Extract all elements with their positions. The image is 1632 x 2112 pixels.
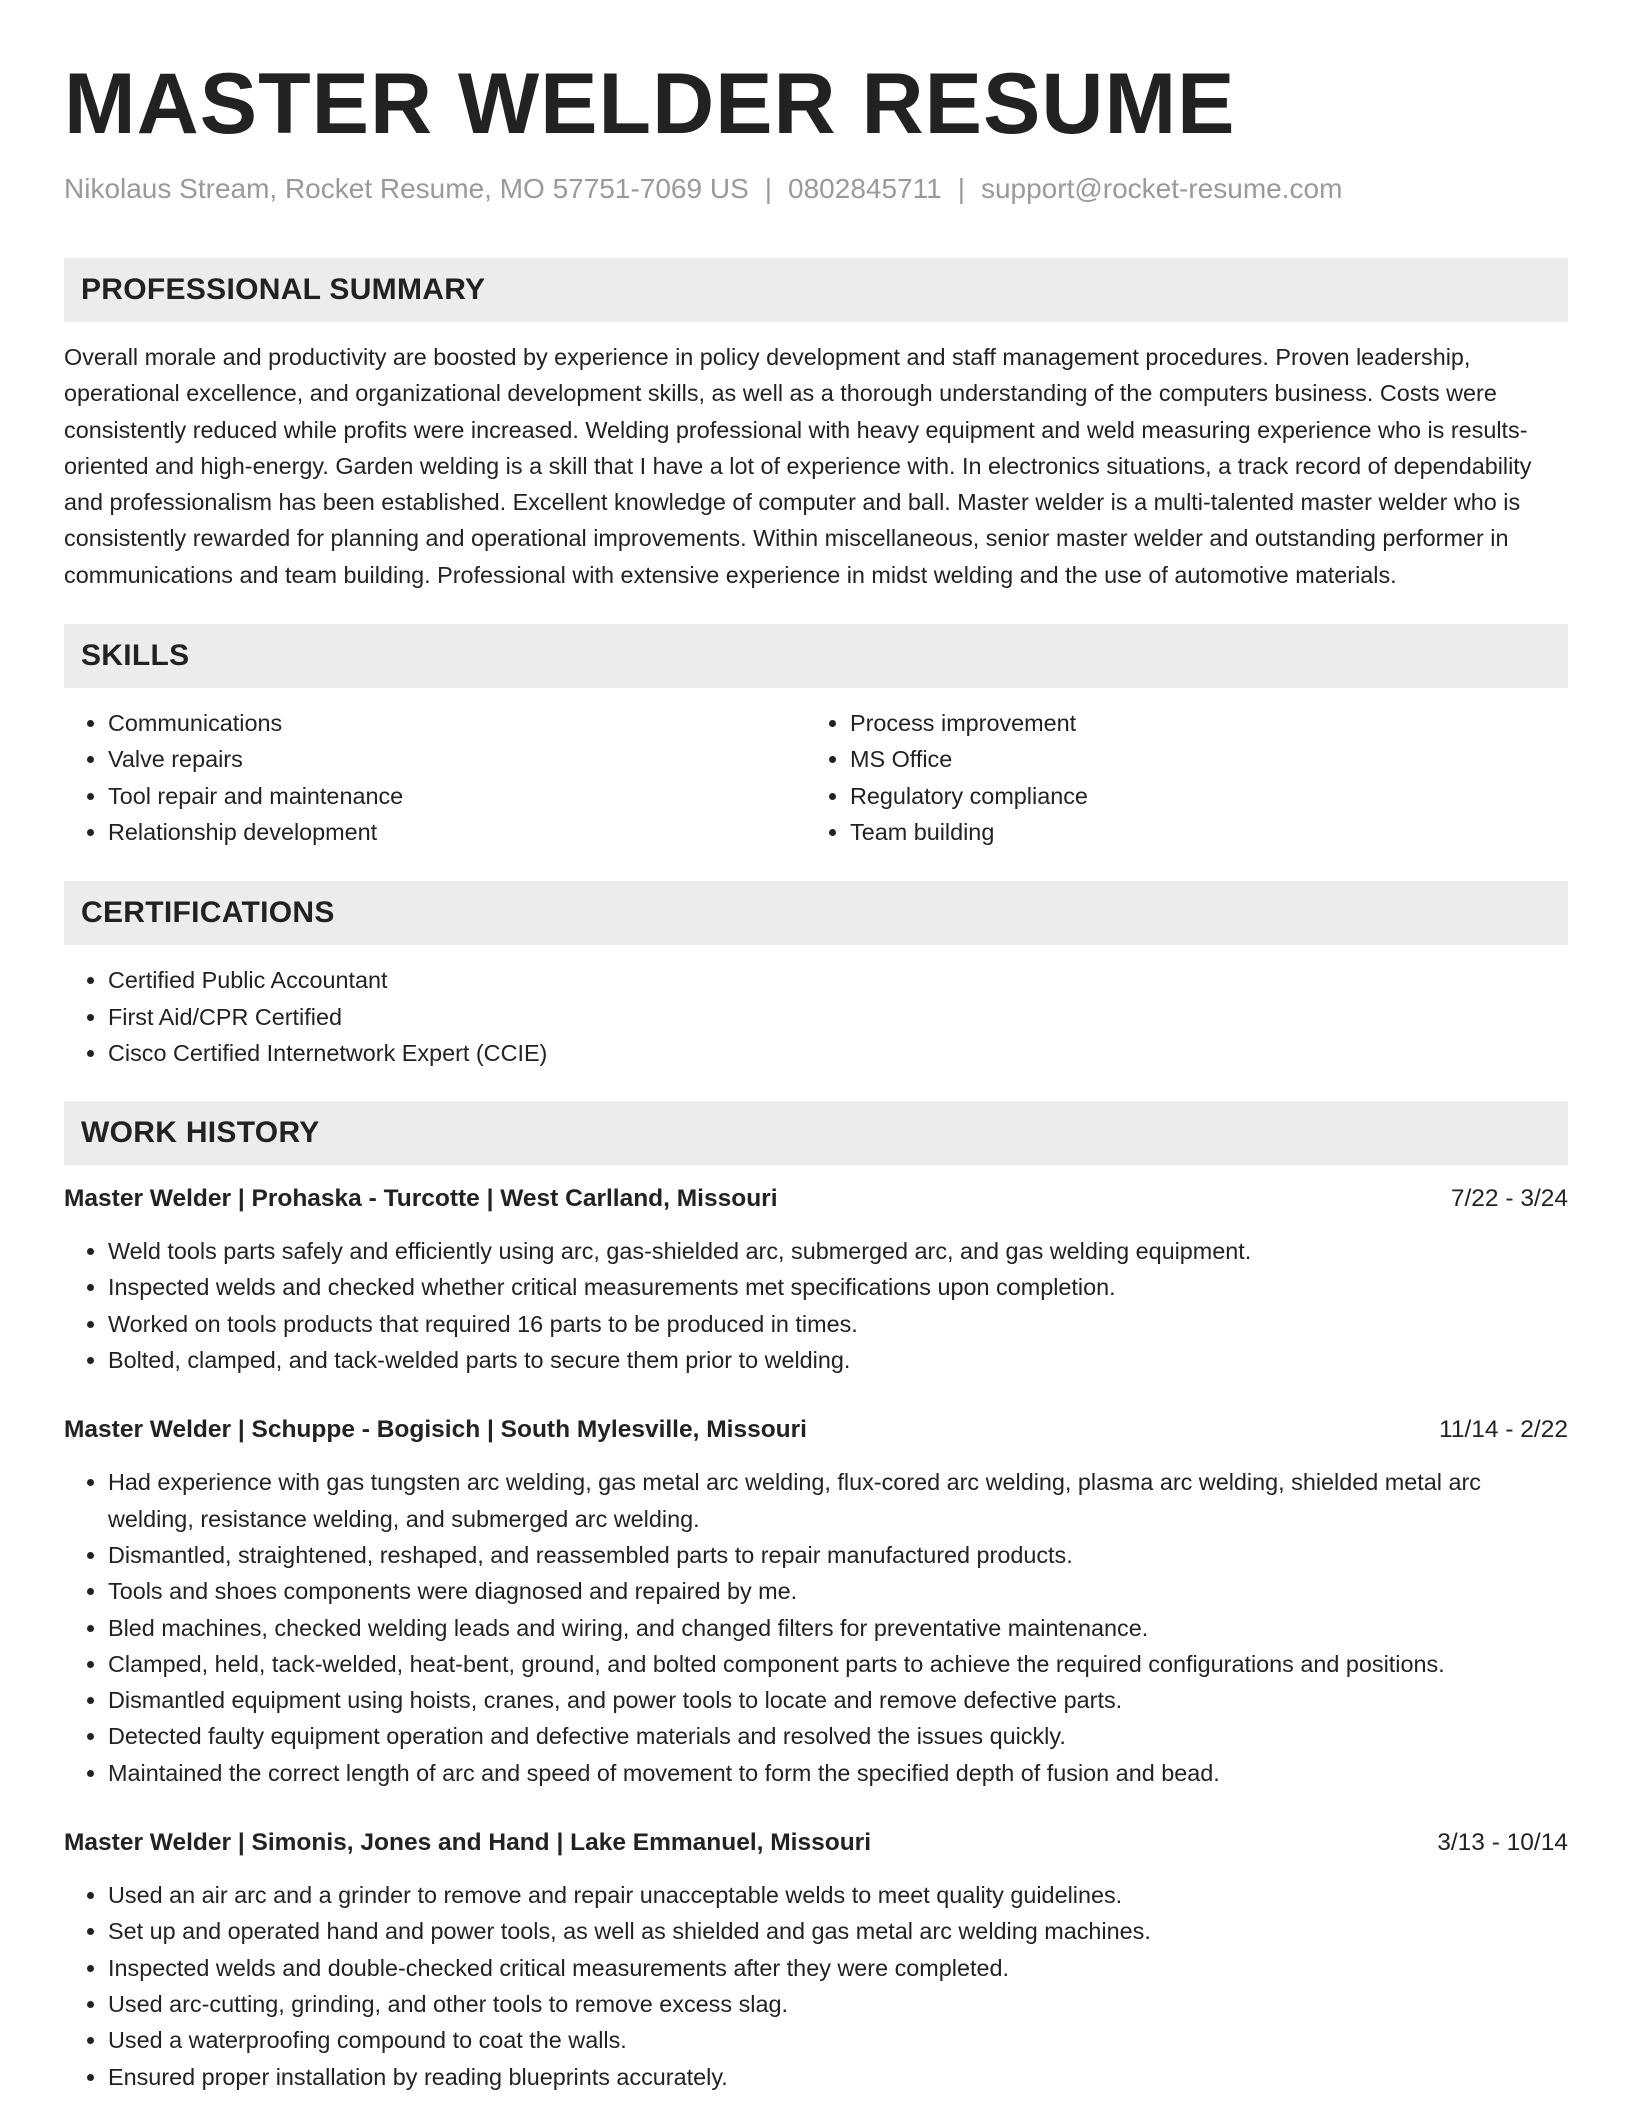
job-entry	[64, 1825, 1568, 2095]
job-dates: 7/22 - 3/24	[1450, 1185, 1568, 1213]
job-bullet: • Ensured proper installation by reading blueprints accurately.	[108, 2059, 1568, 2095]
job-title: Master Welder | Simonis, Jones and Hand | Lake Emmanuel, Missouri	[64, 1829, 872, 1857]
job-bullets	[64, 1233, 1568, 1378]
job-title: Master Welder | Schuppe - Bogisich | South Mylesville, Missouri	[64, 1416, 807, 1444]
skill-item: • Valve repairs	[108, 741, 806, 777]
job-bullet: • Set up and operated hand and power tools, as well as shielded and gas metal arc welding machines.	[108, 1913, 1568, 1949]
contact-phone: 0802845711	[788, 173, 942, 204]
job-bullet: • Detected faulty equipment operation and defective materials and resolved the issues quickly.	[108, 1718, 1568, 1754]
skill-item: • Relationship development	[108, 814, 806, 850]
certification-item: • Certified Public Accountant	[108, 962, 1568, 998]
job-bullet: • Clamped, held, tack-welded, heat-bent, ground, and bolted component parts to achieve the required configurations and positions.	[108, 1646, 1568, 1682]
job-bullet: • Used arc-cutting, grinding, and other tools to remove excess slag.	[108, 1986, 1568, 2022]
skills-column-right	[806, 705, 1548, 850]
job-bullet: • Used a waterproofing compound to coat the walls.	[108, 2022, 1568, 2058]
job-bullet: • Weld tools parts safely and efficiently using arc, gas-shielded arc, submerged arc, and gas welding equipment.	[108, 1233, 1568, 1269]
job-bullet: • Worked on tools products that required 16 parts to be produced in times.	[108, 1306, 1568, 1342]
contact-separator: |	[957, 173, 965, 204]
job-dates: 11/14 - 2/22	[1439, 1416, 1568, 1444]
skills-list-right	[806, 705, 1548, 850]
job-header	[64, 1825, 1568, 1861]
skills-column-left	[64, 705, 806, 850]
job-bullet: • Dismantled equipment using hoists, cranes, and power tools to locate and remove defective parts.	[108, 1682, 1568, 1718]
job-bullets	[64, 1464, 1568, 1791]
skill-item: • Process improvement	[850, 705, 1548, 741]
contact-separator: |	[764, 173, 773, 204]
resume-title: MASTER WELDER RESUME	[64, 56, 1236, 152]
job-bullet: • Used an air arc and a grinder to remove and repair unacceptable welds to meet quality guidelines.	[108, 1877, 1568, 1913]
skill-item: • Team building	[850, 814, 1548, 850]
job-header	[64, 1412, 1568, 1448]
job-bullet: • Had experience with gas tungsten arc welding, gas metal arc welding, flux-cored arc welding, plasma arc welding, shielded metal arc welding, resistance welding, and submerged arc welding.	[108, 1464, 1568, 1537]
job-title: Master Welder | Prohaska - Turcotte | West Carlland, Missouri	[64, 1185, 778, 1213]
contact-address: Nikolaus Stream, Rocket Resume, MO 57751-7069 US	[64, 173, 749, 204]
certification-item: • First Aid/CPR Certified	[108, 999, 1568, 1035]
section-header-skills: SKILLS	[64, 624, 1568, 688]
job-bullet: • Maintained the correct length of arc and speed of movement to form the specified depth of fusion and bead.	[108, 1755, 1568, 1791]
skills-list-left	[64, 705, 806, 850]
job-bullet: • Bolted, clamped, and tack-welded parts to secure them prior to welding.	[108, 1342, 1568, 1378]
job-bullet: • Tools and shoes components were diagnosed and repaired by me.	[108, 1573, 1568, 1609]
summary-text: Overall morale and productivity are boosted by experience in policy development and staff management procedures. Proven leadership, operational excellence, and organizational development skills, as well as a thorough understanding of the computers business. Costs were consistently reduced while profits were increased. Welding professional with heavy equipment and weld measuring experience who is results-oriented and high-energy. Garden welding is a skill that I have a lot of experience with. In electronics situations, a track record of dependability and professionalism has been established. Excellent knowledge of computer and ball. Master welder is a multi-talented master welder who is consistently rewarded for planning and operational improvements. Within miscellaneous, senior master welder and outstanding performer in communications and team building. Professional with extensive experience in midst welding and the use of automotive materials.	[64, 344, 1532, 588]
job-bullet: • Inspected welds and checked whether critical measurements met specifications upon completion.	[108, 1269, 1568, 1305]
section-header-summary: PROFESSIONAL SUMMARY	[64, 258, 1568, 322]
skill-item: • Communications	[108, 705, 806, 741]
skill-item: • MS Office	[850, 741, 1548, 777]
job-header	[64, 1181, 1568, 1217]
job-bullet: • Dismantled, straightened, reshaped, and reassembled parts to repair manufactured products.	[108, 1537, 1568, 1573]
section-header-work-history: WORK HISTORY	[64, 1101, 1568, 1165]
contact-email: support@rocket-resume.com	[980, 173, 1343, 204]
certification-item: • Cisco Certified Internetwork Expert (CCIE)	[108, 1035, 1568, 1071]
skill-item: • Regulatory compliance	[850, 778, 1548, 814]
job-bullet: • Bled machines, checked welding leads and wiring, and changed filters for preventative maintenance.	[108, 1610, 1568, 1646]
section-header-certifications: CERTIFICATIONS	[64, 881, 1568, 945]
skills-columns	[64, 705, 1568, 850]
job-bullet: • Inspected welds and double-checked critical measurements after they were completed.	[108, 1950, 1568, 1986]
job-entry	[64, 1412, 1568, 1791]
job-entry	[64, 1181, 1568, 1378]
contact-line	[64, 172, 1568, 206]
job-dates: 3/13 - 10/14	[1437, 1829, 1568, 1857]
certifications-list	[64, 962, 1568, 1071]
job-bullets	[64, 1877, 1568, 2095]
skill-item: • Tool repair and maintenance	[108, 778, 806, 814]
